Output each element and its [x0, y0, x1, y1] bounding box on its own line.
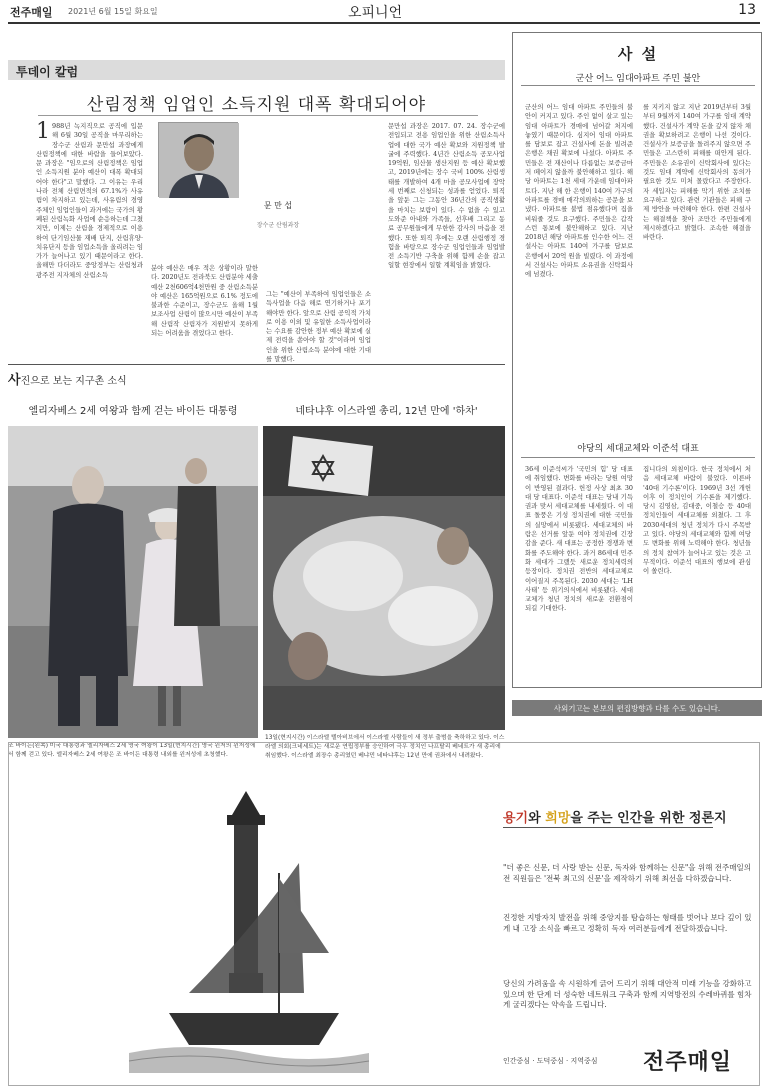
- headline-rule: [38, 115, 478, 116]
- photo-description-1: 조 바이든(왼쪽) 미국 대통령과 엘리자베스 2세 영국 여왕이 13일(현지시간) 영국 윈저의 윈저성에서 함께 걷고 있다. 엘리자베스 2세 여왕은 조 바이든 대통령 내외를 윈저성에 초청했다.: [8, 743, 256, 758]
- column-text-col2: 분야 예산은 매우 적은 상황이라 말한다. 2020년도 전라북도 산림분야 세출예산 2천606억4천만원 중 산림소득분야 예산은 165억원으로 6.1% 정도에 불과한 수준이고, 장수군도 올해 1월 보조사업 산림이 많으시만 예산이 부족해 산림작 산림자가 지원받지 못하게 되는 어려움을 겪었다고 한다.: [151, 264, 258, 338]
- editorial-text-3: 36세 이준석씨가 '국민의 힘' 당 대표에 취임했다. 변화를 바라는 당원 여망이 반영된 결과다. 헌정 사상 최초 30대 당 대표다. 이준석 대표는 당내 기득권과 맞서 세대교체를 내세웠다. 이 대표 돌풍은 기성 정치권에 대한 국민들의 실망에서 비롯됐다. 세대교체의 바람은 선거를 앞둔 여야 정치권에 긴장감을 준다. 새 대표는 공정한 경쟁과 변화를 주도해야 한다. 과거 86세대 민주화 세대가 그랬듯 새로운 정치세력의 등장이다. 정치권 전반의 세대교체로 이어질지 주목된다. 2030 세대는 'LH 사태' 등 위기의식에서 비롯됐다. 세대교체가 청년 정치의 새로운 전환점이 되길 기대한다.: [525, 465, 633, 613]
- newspaper-ad: [8, 742, 760, 1086]
- editorial-rule-1: [521, 85, 755, 86]
- author-photo: [158, 122, 238, 197]
- today-column: [8, 60, 505, 364]
- section-title: 오피니언: [348, 5, 403, 21]
- ad-paragraph-3: 당신의 가려움을 속 시원하게 긁어 드리기 위해 대안적 미래 기능을 강화하고 있으며 한 단계 더 성숙한 네트워크 구축과 함께 지역방전의 수레바퀴를 힘차게 굴리겠다는 약속을 드립니다.: [503, 979, 752, 1009]
- editorial-box: [512, 32, 762, 688]
- biden-queen-photo: [8, 426, 258, 738]
- editorial-title: 사 설: [617, 45, 659, 63]
- column-text-col4: 문만섭 과장은 2017. 07. 24. 장수군에 전입되고 전용 임업인을 위한 산림소득사업에 대한 국가 예산 확보와 지원정책 발굴에 주력했다. 4년간 산림소득 공모사업 19억원, 임산물 생산지원 등 예산 확보했고, 2019년에는 장수 국비 100% 산림생태를 개발하여 4개 마을 공모사업에 장악 세 번째로 신청되는 성과를 얻었다. 퇴직을 앞둔 그는 그동안 36년간의 공직생활을 마치는 보람이 있다. 수 없을 수 있고 도와준 아내와 가족들, 선후배 그리고 동료 공무원들에게 무한한 감사의 마음을 전했다. 또한 퇴직 후에는 오랜 산림행정 경험을 바탕으로 장수군 임업인들과 임업발전 소득기반 구축을 위해 함께 손을 잡고 일할 현장에서 일할 계획임을 밝혔다.: [388, 122, 505, 270]
- photo-news-label-big: 사: [8, 373, 21, 388]
- drop-cap: 1: [36, 119, 50, 144]
- page-number: 13: [738, 2, 756, 18]
- ad-slogan: [503, 807, 753, 826]
- slogan-word-and: 와: [528, 811, 546, 826]
- editorial-subtitle-1: 군산 어느 임대아파트 주민 불안: [575, 74, 701, 84]
- column-kicker: 투데이 칼럼: [8, 60, 505, 80]
- disclaimer-banner: 사외기고는 본보의 편집방향과 다를 수도 있습니다.: [512, 700, 762, 716]
- photo-news-label: [8, 364, 505, 388]
- photo-caption-2: 네타냐후 이스라엘 총리, 12년 만에 '하차': [295, 406, 478, 417]
- editorial-subtitle-2: 야당의 세대교체와 이준석 대표: [577, 444, 699, 454]
- editorial-text-2: 를 지키지 않고 지난 2019년부터 3월부터 9월까지 140여 가구를 임대 계약했다. 건설사가 계약 돈을 갚지 않자 채권을 확보하려고 은행이 나선 것이다. 건설사가 보증금을 돌려주지 않으면 주민들은 고스란히 피해를 떠안게 된다. 주민들은 소유권이 신탁회사에 있다는 것도 임대 계약에 신탁회사의 동의가 필요한 것도 미처 몰랐다고 주장한다. 자 세입자는 피해를 막기 위한 조치를 요구하고 있다. 관련 기관들은 피해 구제 방안을 마련해야 한다. 한편 건설사는 해결책을 찾아 조만간 주민들에게 제시하겠다고 밝혔다. 조속한 해결을 바란다.: [643, 103, 751, 242]
- photo-description-2: 13일(현지시간) 이스라엘 텔아비브에서 이스라엘 사람들이 새 정부 출범을 축하하고 있다. 이스라엘 의회(크네세트)는 새로운 연립정부를 승인하여 극우 정치인 나프탈리 베네트가 새 총리에 취임했다. 이스라엘 최장수 총리였던 베냐민 네타냐후는 12년 만에 권좌에서 내려왔다.: [265, 735, 505, 759]
- editorial-rule-2: [521, 457, 755, 458]
- slogan-word-courage: 용기: [503, 811, 529, 826]
- page-header: [8, 0, 760, 24]
- photo-news-label-rest: 진으로 보는 지구촌 소식: [20, 376, 127, 387]
- masthead-brand: 전주매일: [10, 6, 53, 19]
- issue-date: 2021년 6월 15일 화요일: [68, 7, 158, 16]
- ad-logo: 전주매일: [643, 1050, 733, 1075]
- israel-celebration-photo: [263, 426, 505, 730]
- column-body-1: 988년 녹지직으로 공직에 입문해 6월 30일 공직을 마무리하는 장수군 산림과 문만섭 과장에게 산림정책에 대한 바람을 들어보았다. 문 과장은 "임으로의 산림정책은 임업인 소득지원 분야 예산이 대폭 확대되어야 한다"고 말했다. 그 이유는 우리나라 전체 산림면적의 67.1%가 사유림이 차지하고 있는데, 사유림의 경영 주체인 임업인들이 과거에는 국가의 황폐된 산림녹화 사업에 순응하는데 그쳤지만, 이제는 산림을 경제적으로 이용하여 단기임산물 재배 단지, 산림휴양·치유단지 등을 임업소득을 올리려는 임가가 늘어나고 있기 때문이라고 한다. 올해만 다더라도 중앙정부는 산림청과 광주전 지자체의 산림소득: [36, 122, 143, 279]
- photo-news: [8, 364, 505, 759]
- editorial-text-1: 군산의 어느 임대 아파트 주민들의 불안이 커지고 있다. 주인 없이 살고 있는 임대 아파트가 경매에 넘어갈 처지에 놓였기 때문이다. 심지어 임대 아파트를 담보로 잡고 건설사에 돈을 빌려준 은행은 채권 확보에 나섰다. 아파트 주민들은 전 재산이나 다름없는 보증금마저 떼이지 않을까 불안해하고 있다. 해당 아파트는 1천 세대 가운데 임대아파트다. 지난 해 한 은행이 140여 가구의 아파트를 경매 매각의뢰하는 공문을 보냈다. 아파트를 불법 점유했다며 집을 비워줄 것도 요구했다. 주민들은 갑작스런 통보에 불안해하고 있다. 지난 2018년 해당 아파트를 인수한 어느 건설사는 아파트 140여 가구를 담보로 은행에서 20억 원을 빌렸다. 이 과정에서 건설사는 아파트 소유권을 신탁회사에 넘겼다.: [525, 103, 633, 279]
- lighthouse-illustration: [129, 783, 369, 1073]
- ad-motto: 인간중심 · 도덕중심 · 지역중심: [503, 1057, 598, 1065]
- column-headline: 산림정책 임업인 소득지원 대폭 확대되어야: [86, 95, 427, 115]
- slogan-rule: [503, 827, 713, 828]
- slogan-word-hope: 희망: [545, 811, 571, 826]
- author-title: 장수군 산림과장: [256, 222, 300, 229]
- author-name: 문 만 섭: [263, 201, 293, 210]
- ad-paragraph-2: 진정한 지방자치 발전을 위해 중앙지를 탐습하는 형태를 벗어나 보다 깊이 있게 내 고장 소식을 빠르고 정확히 독자 여러분들에게 전달하겠습니다.: [503, 913, 752, 933]
- column-text-col1: [36, 119, 143, 358]
- photo-caption-1: 엘리자베스 2세 여왕과 함께 걷는 바이든 대통령: [28, 406, 238, 417]
- slogan-rest: 을 주는 인간을 위한 정론지: [570, 811, 727, 826]
- column-text-col3: 그는 "예산이 부족하여 임업인들은 소득사업을 다음 해로 연기하거나 포기해야만 한다. 앞으로 산림 공익적 가치로 이용 이외 및 유일한 소득사업이라는 수요를 감안한 정부 예산 확보에 실제 전력을 쏟아야 할 것"이라며 임업인을 위한 산림소득 분야에 대한 기대를 말했다.: [266, 290, 371, 364]
- ad-paragraph-1: "더 좋은 신문, 더 사랑 받는 신문, 독자와 함께하는 신문"을 위해 전주매일의 전 직원들은 '전북 최고의 신문'을 제작하기 위해 최선을 다하겠습니다.: [503, 863, 751, 883]
- editorial-text-4: 집니다의 외침이다. 한국 정치에서 처음 세대교체 바람이 불었다. 이른바 '40대 기수론'이다. 1969년 3선 개헌 이후 이 정치인이 기수론을 제기했다. 당시 김영삼, 김대중, 이철승 등 40대 정치인들이 세대교체를 외쳤다. 그 후 2030세대의 청년 정치가 다시 주목받고 있다. 야당의 세대교체와 함께 여당도 변화를 위해 노력해야 한다. 청년들의 정치 참여가 늘어나고 있는 것은 고무적이다. 이준석 대표의 행보에 관심이 쏠린다.: [643, 465, 751, 576]
